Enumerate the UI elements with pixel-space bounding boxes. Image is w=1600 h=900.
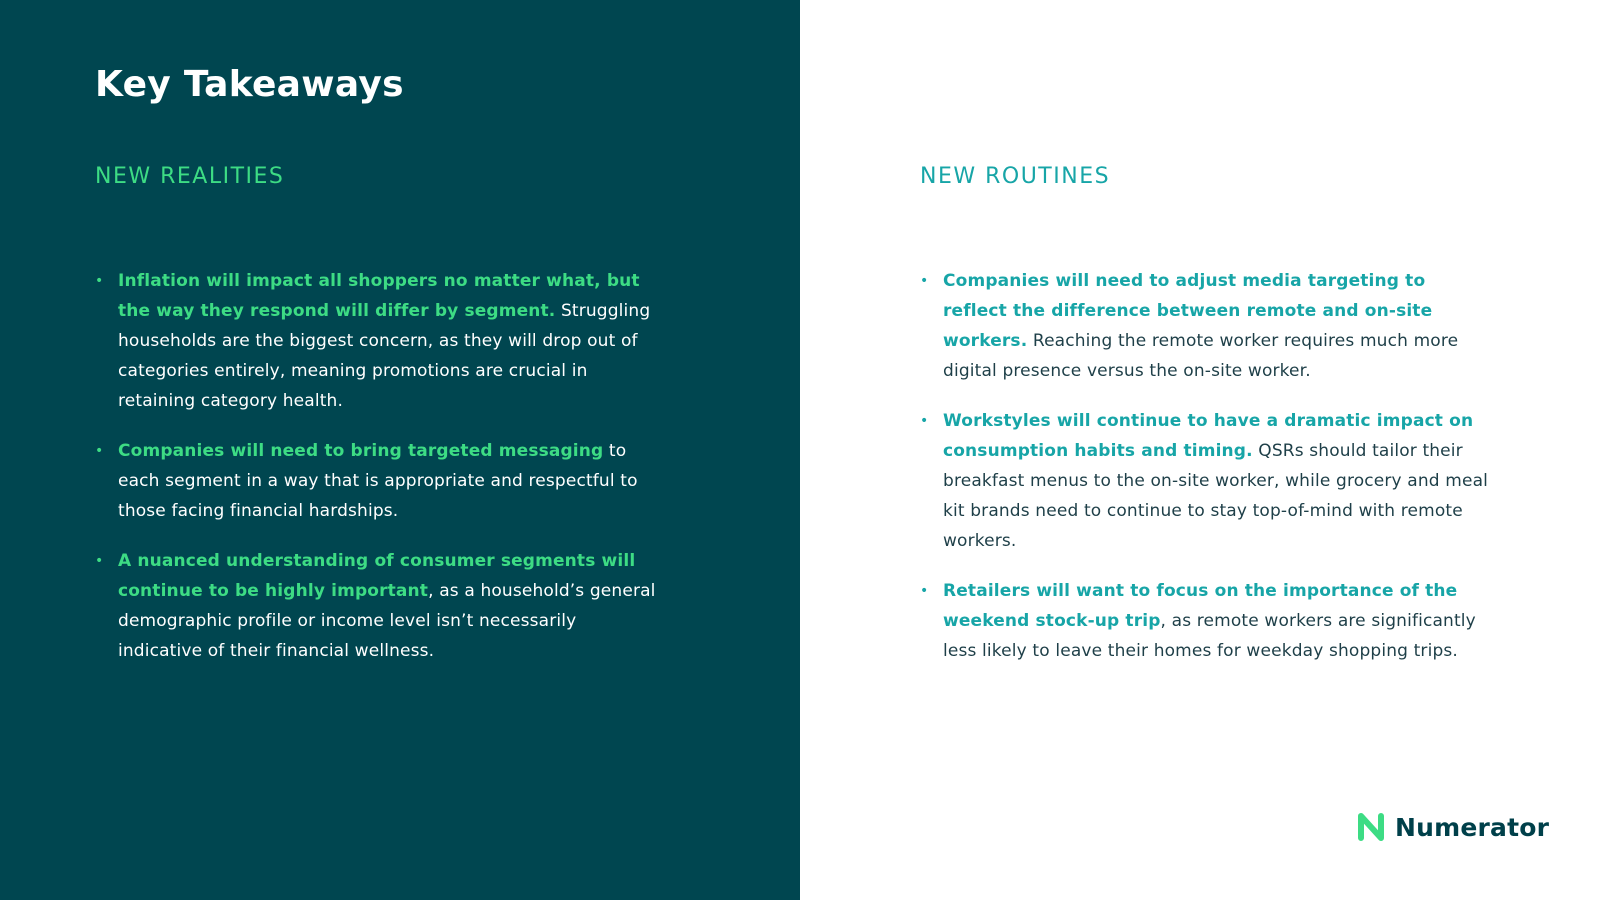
numerator-logo	[1357, 812, 1549, 842]
list-item	[95, 266, 665, 416]
new-routines-heading: NEW ROUTINES	[920, 164, 1111, 189]
item-highlight: Companies will need to bring targeted messaging	[118, 441, 604, 461]
list-item	[95, 546, 665, 666]
item-text: , as a household’s general demographic profile or income level isn’t necessarily indicative of their financial wellness.	[118, 581, 656, 661]
bullet-icon: •	[95, 553, 104, 569]
item-text: , as remote workers are significantly less likely to leave their homes for weekday shopping trips.	[943, 611, 1476, 661]
item-text: Reaching the remote worker requires much more digital presence versus the on-site worker.	[943, 331, 1459, 381]
item-text: to each segment in a way that is appropriate and respectful to those facing financial hardships.	[118, 441, 638, 521]
item-highlight: Companies will need to adjust media targeting to reflect the difference between remote and on-site workers.	[943, 271, 1433, 351]
item-highlight: Retailers will want to focus on the importance of the weekend stock-up trip	[943, 581, 1458, 631]
new-routines-list	[920, 266, 1490, 686]
bullet-icon: •	[95, 273, 104, 289]
numerator-logo-icon	[1357, 813, 1385, 841]
list-item	[95, 436, 665, 526]
item-text: Struggling households are the biggest concern, as they will drop out of categories entirely, meaning promotions are crucial in retaining category health.	[118, 301, 651, 411]
item-highlight: Inflation will impact all shoppers no matter what, but the way they respond will differ by segment.	[118, 271, 640, 321]
list-item	[920, 266, 1490, 386]
item-text: QSRs should tailor their breakfast menus to the on-site worker, while grocery and meal kit brands need to continue to stay top-of-mind with remote workers.	[943, 441, 1489, 551]
bullet-icon: •	[95, 443, 104, 459]
new-realities-heading: NEW REALITIES	[95, 164, 285, 189]
bullet-icon: •	[920, 273, 929, 289]
list-item	[920, 406, 1490, 556]
new-realities-list	[95, 266, 665, 686]
bullet-icon: •	[920, 413, 929, 429]
list-item	[920, 576, 1490, 666]
logo-text: Numerator	[1395, 812, 1550, 842]
item-highlight: A nuanced understanding of consumer segments will continue to be highly important	[118, 551, 636, 601]
bullet-icon: •	[920, 583, 929, 599]
page-title: Key Takeaways	[95, 64, 404, 105]
item-highlight: Workstyles will continue to have a dramatic impact on consumption habits and timing.	[943, 411, 1474, 461]
